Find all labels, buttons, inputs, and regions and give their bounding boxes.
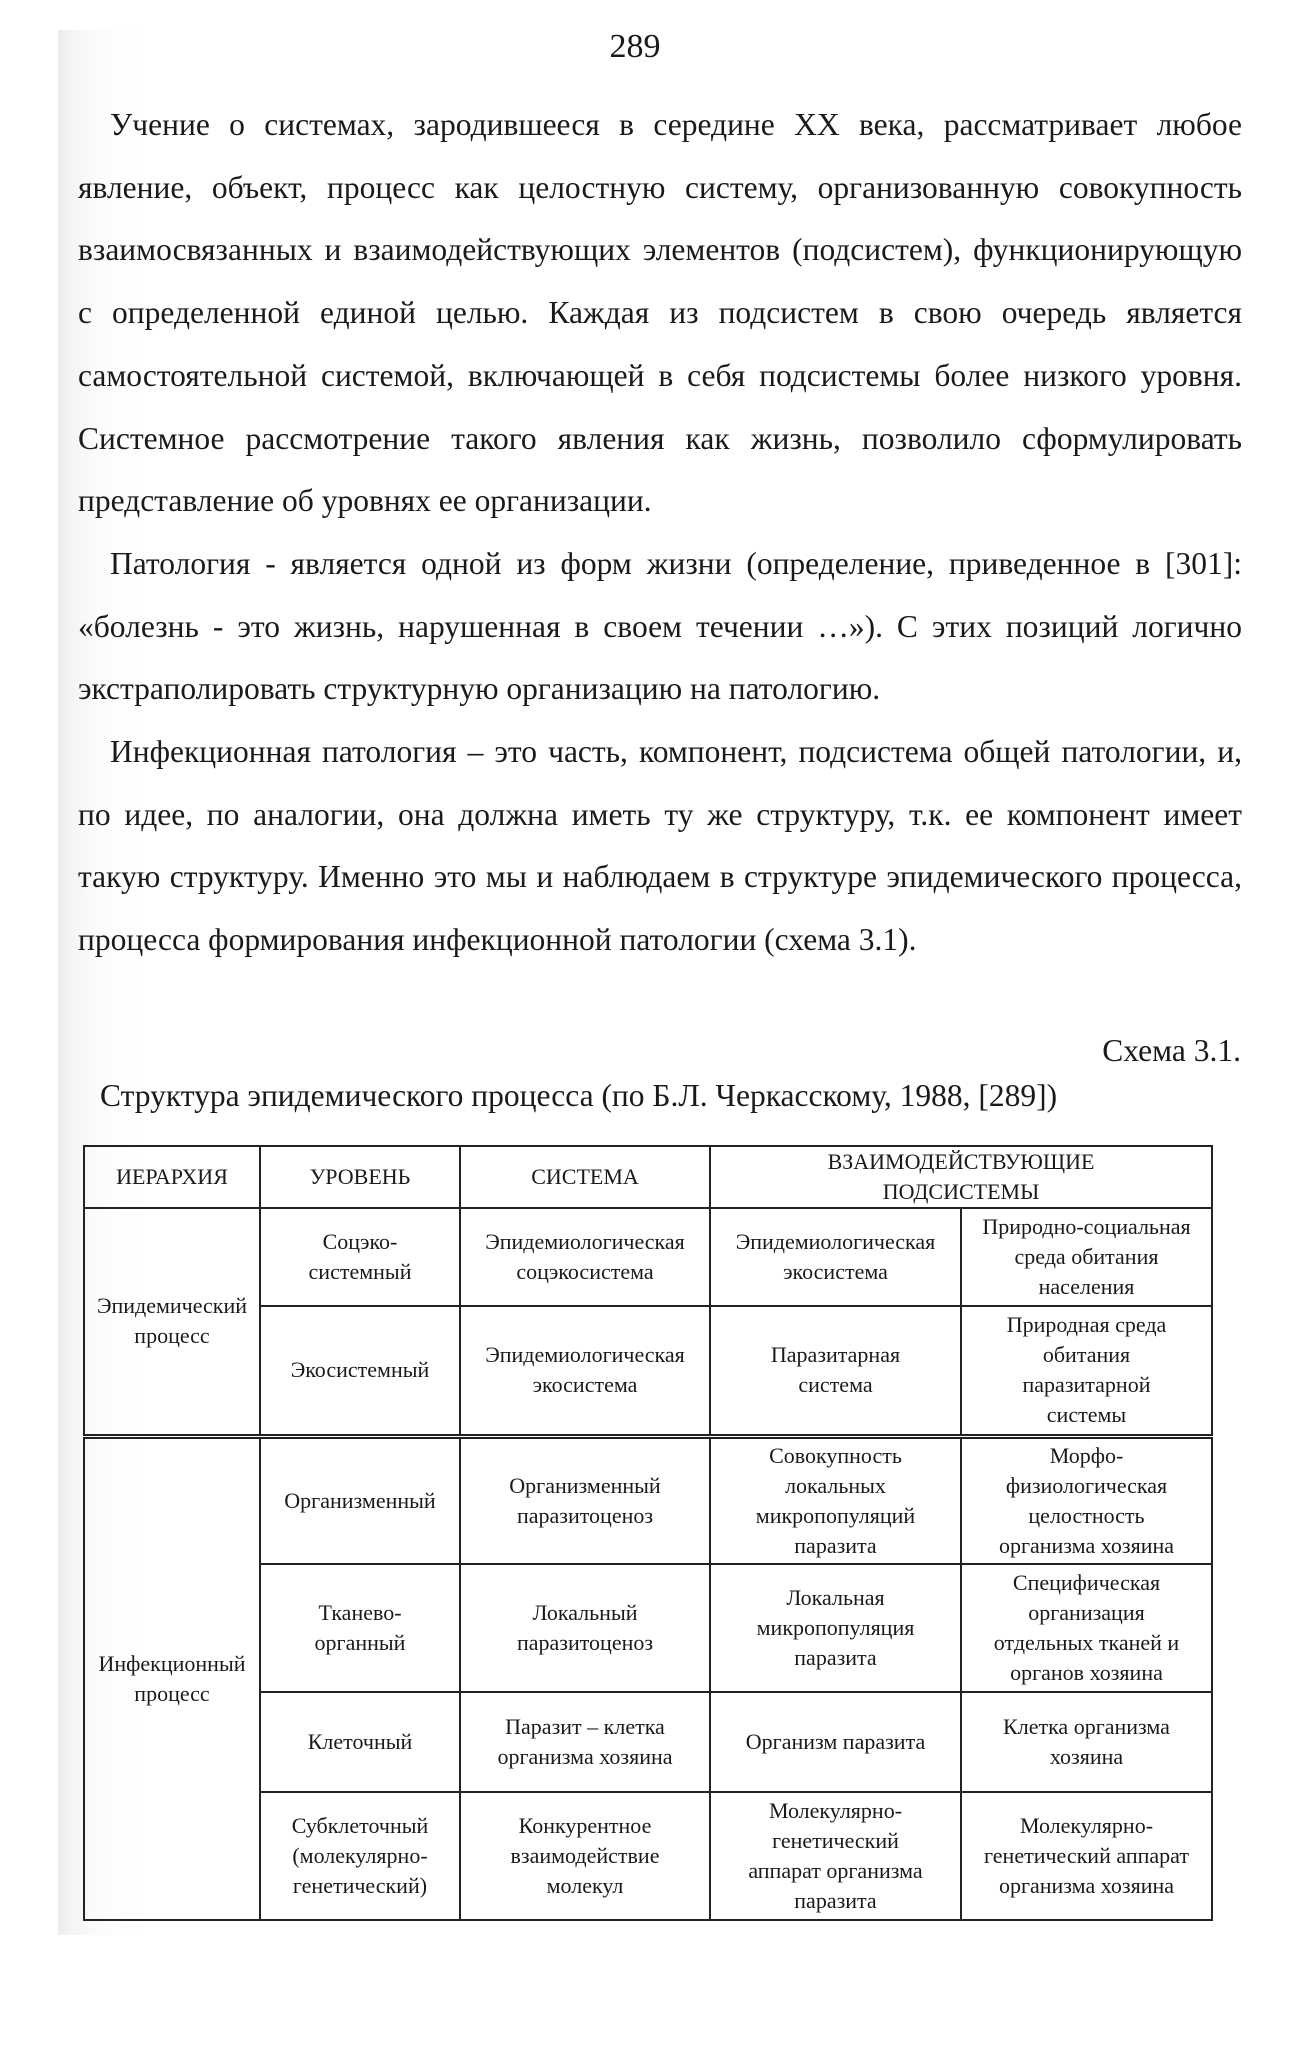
scheme-label: Схема 3.1. xyxy=(1102,1033,1241,1068)
table-cell: Локальная микропопуляция паразита xyxy=(710,1564,961,1692)
table-cell: Молекулярно- генетический аппарат организма хозяина xyxy=(961,1792,1212,1920)
table-cell: Специфическая организация отдельных тканей и органов хозяина xyxy=(961,1564,1212,1692)
scheme-table xyxy=(83,1145,1213,1921)
header-level: УРОВЕНЬ xyxy=(260,1146,460,1208)
table-cell: Конкурентное взаимодействие молекул xyxy=(460,1792,710,1920)
table-cell: Тканево- органный xyxy=(260,1564,460,1692)
table-cell: Эпидемиологическая соцэкосистема xyxy=(460,1208,710,1306)
table-cell: Организм паразита xyxy=(710,1692,961,1792)
table-cell: Организменный xyxy=(260,1436,460,1564)
table-cell: Клетка организма хозяина xyxy=(961,1692,1212,1792)
header-hierarchy: ИЕРАРХИЯ xyxy=(84,1146,260,1208)
table-cell: Природная среда обитания паразитарной системы xyxy=(961,1306,1212,1436)
body-text xyxy=(78,94,1242,972)
table-cell: Совокупность локальных микропопуляций паразита xyxy=(710,1436,961,1564)
header-system: СИСТЕМА xyxy=(460,1146,710,1208)
paragraph: Учение о системах, зародившееся в середине XX века, рассматривает любое явление, объект, процесс как целостную систему, организованную совокупность взаимосвязанных и взаимодействующих элементов (подсистем), функционирующую с определенной единой целью. Каждая из подсистем в свою очередь является самостоятельной системой, включающей в себя подсистемы более низкого уровня. Системное рассмотрение такого явления как жизнь, позволило сформулировать представление об уровнях ее организации. xyxy=(78,107,1242,519)
hierarchy-infectious: Инфекционный процесс xyxy=(84,1436,260,1920)
header-subsystems: ВЗАИМОДЕЙСТВУЮЩИЕ ПОДСИСТЕМЫ xyxy=(710,1146,1212,1208)
table-cell: Природно-социальная среда обитания населения xyxy=(961,1208,1212,1306)
page-number: 289 xyxy=(609,28,661,65)
table-cell: Морфо- физиологическая целостность организма хозяина xyxy=(961,1436,1212,1564)
table-cell: Клеточный xyxy=(260,1692,460,1792)
table-cell: Экосистемный xyxy=(260,1306,460,1436)
table-header-row xyxy=(84,1146,1212,1208)
table-cell: Эпидемиологическая экосистема xyxy=(460,1306,710,1436)
table-row xyxy=(84,1208,1212,1306)
table-cell: Эпидемиологическая экосистема xyxy=(710,1208,961,1306)
paragraph: Инфекционная патология – это часть, компонент, подсистема общей патологии, и, по идее, по аналогии, она должна иметь ту же структуру, т.к. ее компонент имеет такую структуру. Именно это мы и наблюдаем в структуре эпидемического процесса, процесса формирования инфекционной патологии (схема 3.1). xyxy=(78,734,1242,958)
table-cell: Паразит – клетка организма хозяина xyxy=(460,1692,710,1792)
table-cell: Организменный паразитоценоз xyxy=(460,1436,710,1564)
hierarchy-epidemic: Эпидемический процесс xyxy=(84,1208,260,1436)
table-cell: Локальный паразитоценоз xyxy=(460,1564,710,1692)
table-cell: Молекулярно- генетический аппарат организма паразита xyxy=(710,1792,961,1920)
scheme-title: Структура эпидемического процесса (по Б.Л. Черкасскому, 1988, [289]) xyxy=(100,1078,1058,1113)
table-row xyxy=(84,1436,1212,1564)
paragraph: Патология - является одной из форм жизни (определение, приведенное в [301]: «болезнь - это жизнь, нарушенная в своем течении …»). С этих позиций логично экстраполировать структурную организацию на патологию. xyxy=(78,545,1242,707)
table-cell: Соцэко- системный xyxy=(260,1208,460,1306)
table-cell: Субклеточный (молекулярно- генетический) xyxy=(260,1792,460,1920)
table-cell: Паразитарная система xyxy=(710,1306,961,1436)
